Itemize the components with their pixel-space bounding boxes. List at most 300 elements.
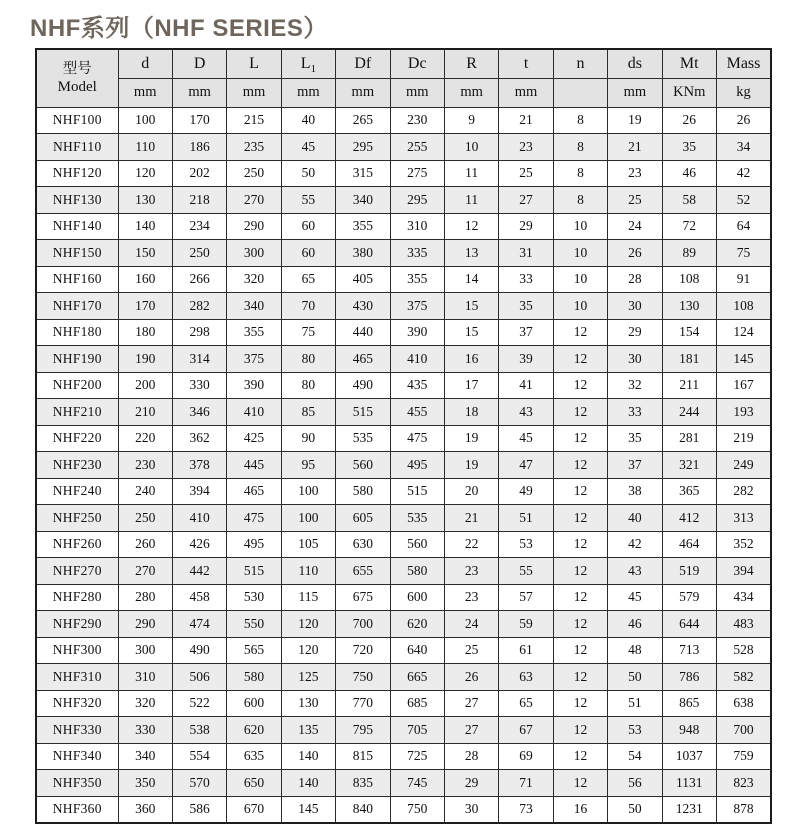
value-cell: 211 [662,372,716,399]
model-cell: NHF180 [36,319,118,346]
value-cell: 27 [499,187,553,214]
value-cell: 475 [390,425,444,452]
value-cell: 840 [336,796,390,823]
value-cell: 145 [281,796,335,823]
value-cell: 282 [716,478,771,505]
value-cell: 580 [336,478,390,505]
value-cell: 745 [390,770,444,797]
value-cell: 230 [390,107,444,134]
value-cell: 21 [444,505,498,532]
table-row [36,160,771,187]
table-header [36,49,771,107]
value-cell: 220 [118,425,172,452]
value-cell: 60 [281,240,335,267]
value-cell: 10 [553,266,607,293]
col-header-t: t [499,49,553,78]
value-cell: 250 [118,505,172,532]
value-cell: 770 [336,690,390,717]
value-cell: 43 [499,399,553,426]
value-cell: 80 [281,372,335,399]
value-cell: 249 [716,452,771,479]
model-cell: NHF310 [36,664,118,691]
col-unit-mt: KNm [662,78,716,107]
value-cell: 23 [444,558,498,585]
value-cell: 140 [118,213,172,240]
table-row [36,346,771,373]
model-cell: NHF290 [36,611,118,638]
value-cell: 29 [499,213,553,240]
value-cell: 67 [499,717,553,744]
col-unit-r: mm [444,78,498,107]
value-cell: 51 [499,505,553,532]
value-cell: 28 [608,266,662,293]
value-cell: 620 [390,611,444,638]
value-cell: 8 [553,160,607,187]
value-cell: 29 [444,770,498,797]
table-row [36,478,771,505]
value-cell: 85 [281,399,335,426]
col-unit-ds: mm [608,78,662,107]
value-cell: 24 [444,611,498,638]
value-cell: 321 [662,452,716,479]
model-cell: NHF120 [36,160,118,187]
spec-table [35,48,772,824]
value-cell: 582 [716,664,771,691]
value-cell: 12 [553,505,607,532]
value-cell: 160 [118,266,172,293]
table-row [36,134,771,161]
value-cell: 430 [336,293,390,320]
value-cell: 290 [227,213,281,240]
value-cell: 705 [390,717,444,744]
value-cell: 75 [716,240,771,267]
value-cell: 10 [444,134,498,161]
value-cell: 394 [716,558,771,585]
value-cell: 12 [553,690,607,717]
value-cell: 700 [336,611,390,638]
value-cell: 35 [499,293,553,320]
value-cell: 145 [716,346,771,373]
value-cell: 464 [662,531,716,558]
table-row [36,240,771,267]
value-cell: 46 [662,160,716,187]
value-cell: 22 [444,531,498,558]
value-cell: 24 [608,213,662,240]
value-cell: 865 [662,690,716,717]
col-header-ds: ds [608,49,662,78]
table-row [36,399,771,426]
value-cell: 65 [499,690,553,717]
value-cell: 64 [716,213,771,240]
value-cell: 375 [227,346,281,373]
value-cell: 12 [553,399,607,426]
page-title: NHF系列（NHF SERIES） [30,15,328,42]
table-body [36,107,771,823]
value-cell: 50 [608,796,662,823]
value-cell: 579 [662,584,716,611]
value-cell: 295 [336,134,390,161]
value-cell: 12 [553,452,607,479]
value-cell: 434 [716,584,771,611]
value-cell: 310 [390,213,444,240]
value-cell: 506 [172,664,226,691]
value-cell: 30 [444,796,498,823]
value-cell: 12 [553,372,607,399]
value-cell: 43 [608,558,662,585]
value-cell: 12 [553,743,607,770]
value-cell: 53 [608,717,662,744]
value-cell: 750 [390,796,444,823]
value-cell: 265 [336,107,390,134]
value-cell: 378 [172,452,226,479]
value-cell: 35 [608,425,662,452]
table-row [36,107,771,134]
value-cell: 58 [662,187,716,214]
value-cell: 63 [499,664,553,691]
value-cell: 37 [499,319,553,346]
value-cell: 12 [553,346,607,373]
value-cell: 320 [118,690,172,717]
value-cell: 25 [608,187,662,214]
value-cell: 190 [118,346,172,373]
value-cell: 170 [118,293,172,320]
value-cell: 120 [118,160,172,187]
value-cell: 474 [172,611,226,638]
value-cell: 50 [608,664,662,691]
value-cell: 560 [390,531,444,558]
value-cell: 15 [444,293,498,320]
value-cell: 65 [281,266,335,293]
value-cell: 16 [553,796,607,823]
value-cell: 12 [553,425,607,452]
value-cell: 35 [662,134,716,161]
value-cell: 23 [608,160,662,187]
model-cell: NHF260 [36,531,118,558]
value-cell: 12 [553,584,607,611]
value-cell: 23 [499,134,553,161]
value-cell: 455 [390,399,444,426]
value-cell: 465 [336,346,390,373]
value-cell: 17 [444,372,498,399]
value-cell: 823 [716,770,771,797]
value-cell: 26 [662,107,716,134]
value-cell: 45 [499,425,553,452]
value-cell: 49 [499,478,553,505]
value-cell: 300 [227,240,281,267]
value-cell: 154 [662,319,716,346]
value-cell: 26 [716,107,771,134]
table-row [36,425,771,452]
value-cell: 140 [281,743,335,770]
value-cell: 110 [118,134,172,161]
value-cell: 12 [553,664,607,691]
col-header-subscript: 1 [310,62,317,75]
value-cell: 72 [662,213,716,240]
value-cell: 425 [227,425,281,452]
value-cell: 47 [499,452,553,479]
value-cell: 48 [608,637,662,664]
value-cell: 725 [390,743,444,770]
value-cell: 878 [716,796,771,823]
value-cell: 19 [608,107,662,134]
value-cell: 32 [608,372,662,399]
value-cell: 33 [499,266,553,293]
value-cell: 410 [227,399,281,426]
col-unit-dc: mm [390,78,444,107]
value-cell: 315 [336,160,390,187]
value-cell: 560 [336,452,390,479]
model-cell: NHF320 [36,690,118,717]
value-cell: 355 [336,213,390,240]
value-cell: 394 [172,478,226,505]
value-cell: 266 [172,266,226,293]
model-cell: NHF350 [36,770,118,797]
value-cell: 300 [118,637,172,664]
value-cell: 120 [281,637,335,664]
table-row [36,743,771,770]
value-cell: 650 [227,770,281,797]
value-cell: 1231 [662,796,716,823]
value-cell: 475 [227,505,281,532]
value-cell: 11 [444,187,498,214]
value-cell: 410 [390,346,444,373]
value-cell: 8 [553,107,607,134]
value-cell: 495 [227,531,281,558]
col-header-df: Df [336,49,390,78]
value-cell: 21 [608,134,662,161]
value-cell: 255 [390,134,444,161]
value-cell: 250 [227,160,281,187]
value-cell: 440 [336,319,390,346]
value-cell: 45 [608,584,662,611]
value-cell: 515 [336,399,390,426]
value-cell: 948 [662,717,716,744]
value-cell: 522 [172,690,226,717]
value-cell: 21 [499,107,553,134]
table-row [36,770,771,797]
value-cell: 10 [553,213,607,240]
value-cell: 186 [172,134,226,161]
header-row-units [36,78,771,107]
value-cell: 281 [662,425,716,452]
col-unit-d: mm [172,78,226,107]
value-cell: 675 [336,584,390,611]
value-cell: 465 [227,478,281,505]
value-cell: 685 [390,690,444,717]
value-cell: 270 [227,187,281,214]
value-cell: 535 [390,505,444,532]
model-cell: NHF270 [36,558,118,585]
value-cell: 14 [444,266,498,293]
value-cell: 170 [172,107,226,134]
value-cell: 56 [608,770,662,797]
value-cell: 27 [444,690,498,717]
value-cell: 12 [553,558,607,585]
value-cell: 390 [390,319,444,346]
value-cell: 9 [444,107,498,134]
model-cell: NHF150 [36,240,118,267]
value-cell: 352 [716,531,771,558]
value-cell: 89 [662,240,716,267]
value-cell: 120 [281,611,335,638]
value-cell: 426 [172,531,226,558]
value-cell: 360 [118,796,172,823]
value-cell: 54 [608,743,662,770]
value-cell: 53 [499,531,553,558]
table-row [36,505,771,532]
model-cell: NHF330 [36,717,118,744]
value-cell: 40 [281,107,335,134]
value-cell: 59 [499,611,553,638]
value-cell: 230 [118,452,172,479]
value-cell: 720 [336,637,390,664]
value-cell: 31 [499,240,553,267]
model-cell: NHF100 [36,107,118,134]
value-cell: 580 [227,664,281,691]
value-cell: 620 [227,717,281,744]
value-cell: 215 [227,107,281,134]
value-cell: 12 [553,531,607,558]
model-cell: NHF190 [36,346,118,373]
value-cell: 110 [281,558,335,585]
model-cell: NHF220 [36,425,118,452]
model-cell: NHF300 [36,637,118,664]
col-header-mass: Mass [716,49,771,78]
value-cell: 19 [444,425,498,452]
value-cell: 235 [227,134,281,161]
value-cell: 670 [227,796,281,823]
value-cell: 483 [716,611,771,638]
table-row [36,690,771,717]
value-cell: 554 [172,743,226,770]
value-cell: 27 [444,717,498,744]
value-cell: 490 [336,372,390,399]
value-cell: 12 [553,319,607,346]
value-cell: 640 [390,637,444,664]
value-cell: 605 [336,505,390,532]
value-cell: 25 [499,160,553,187]
table-row [36,531,771,558]
value-cell: 202 [172,160,226,187]
table-row [36,319,771,346]
value-cell: 12 [553,637,607,664]
value-cell: 538 [172,717,226,744]
col-header-model [36,49,118,107]
value-cell: 275 [390,160,444,187]
value-cell: 495 [390,452,444,479]
value-cell: 335 [390,240,444,267]
value-cell: 244 [662,399,716,426]
value-cell: 412 [662,505,716,532]
value-cell: 200 [118,372,172,399]
value-cell: 26 [608,240,662,267]
col-header-n: n [553,49,607,78]
value-cell: 350 [118,770,172,797]
table-row [36,584,771,611]
col-header-d: D [172,49,226,78]
value-cell: 30 [608,346,662,373]
value-cell: 34 [716,134,771,161]
value-cell: 12 [553,770,607,797]
value-cell: 130 [118,187,172,214]
value-cell: 535 [336,425,390,452]
value-cell: 380 [336,240,390,267]
value-cell: 340 [227,293,281,320]
value-cell: 25 [444,637,498,664]
value-cell: 130 [662,293,716,320]
value-cell: 20 [444,478,498,505]
value-cell: 218 [172,187,226,214]
value-cell: 655 [336,558,390,585]
table-row [36,558,771,585]
value-cell: 180 [118,319,172,346]
value-cell: 29 [608,319,662,346]
value-cell: 530 [227,584,281,611]
value-cell: 140 [281,770,335,797]
value-cell: 26 [444,664,498,691]
value-cell: 270 [118,558,172,585]
value-cell: 41 [499,372,553,399]
value-cell: 565 [227,637,281,664]
value-cell: 815 [336,743,390,770]
value-cell: 282 [172,293,226,320]
model-cell: NHF230 [36,452,118,479]
value-cell: 835 [336,770,390,797]
value-cell: 290 [118,611,172,638]
value-cell: 60 [281,213,335,240]
model-cell: NHF250 [36,505,118,532]
value-cell: 234 [172,213,226,240]
value-cell: 91 [716,266,771,293]
col-unit-n [553,78,607,107]
value-cell: 181 [662,346,716,373]
value-cell: 33 [608,399,662,426]
value-cell: 37 [608,452,662,479]
value-cell: 16 [444,346,498,373]
value-cell: 38 [608,478,662,505]
value-cell: 795 [336,717,390,744]
value-cell: 375 [390,293,444,320]
value-cell: 124 [716,319,771,346]
value-cell: 340 [336,187,390,214]
value-cell: 410 [172,505,226,532]
table-row [36,664,771,691]
table-row [36,717,771,744]
value-cell: 330 [118,717,172,744]
value-cell: 52 [716,187,771,214]
table-row [36,213,771,240]
value-cell: 108 [662,266,716,293]
value-cell: 90 [281,425,335,452]
value-cell: 250 [172,240,226,267]
value-cell: 280 [118,584,172,611]
model-header-zh: 型号 [62,60,92,77]
value-cell: 135 [281,717,335,744]
value-cell: 40 [608,505,662,532]
value-cell: 340 [118,743,172,770]
value-cell: 786 [662,664,716,691]
table-row [36,796,771,823]
value-cell: 490 [172,637,226,664]
table-row [36,452,771,479]
table-row [36,372,771,399]
value-cell: 12 [553,611,607,638]
col-header-l1: $L_1$ [281,49,335,78]
value-cell: 13 [444,240,498,267]
model-cell: NHF340 [36,743,118,770]
value-cell: 167 [716,372,771,399]
value-cell: 405 [336,266,390,293]
